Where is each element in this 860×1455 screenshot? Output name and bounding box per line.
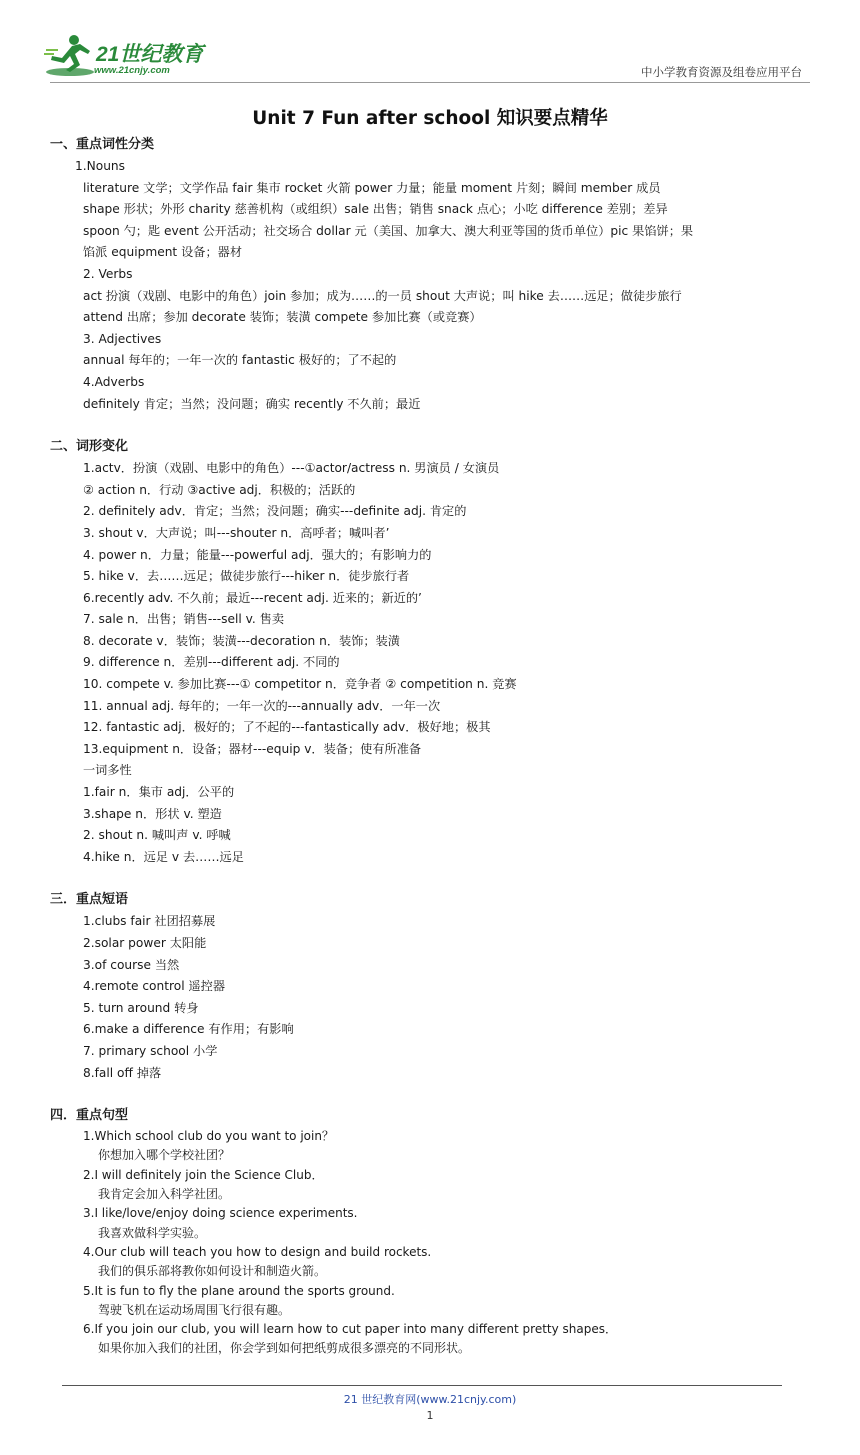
- logo-url: www.21cnjy.com: [94, 65, 170, 76]
- text-line: 4.remote control 遥控器: [83, 979, 226, 994]
- document-title: Unit 7 Fun after school 知识要点精华: [252, 108, 608, 129]
- text-line: shape 形状；外形 charity 慈善机构（或组织）sale 出售；销售 snack 点心；小吃 difference 差别；差异: [83, 202, 668, 217]
- text-line: 2. shout n. 喊叫声 v. 呼喊: [83, 828, 231, 843]
- logo-text: 21世纪教育: [96, 43, 204, 66]
- sentence-english: 3.I like/love/enjoy doing science experiments.: [83, 1206, 358, 1221]
- sentence-chinese: 驾驶飞机在运动场周围飞行很有趣。: [98, 1302, 291, 1317]
- sentence-chinese: 我喜欢做科学实验。: [98, 1225, 207, 1240]
- text-line: 6.make a difference 有作用；有影响: [83, 1022, 294, 1037]
- text-line: 10. compete v. 参加比赛---① competitor n．竞争者 ② competition n. 竞赛: [83, 677, 517, 692]
- spacer: [50, 415, 820, 436]
- platform-label: 中小学教育资源及组卷应用平台: [641, 65, 802, 79]
- text-line: 3.of course 当然: [83, 957, 180, 972]
- text-line: 4. power n．力量；能量---powerful adj．强大的；有影响力的: [83, 547, 432, 562]
- spacer: [50, 1084, 820, 1105]
- text-line: 2. Verbs: [83, 266, 133, 281]
- spacer: [50, 868, 820, 889]
- header-divider: [50, 82, 810, 83]
- text-line: 13.equipment n．设备；器材---equip v．装备；使有所准备: [83, 741, 422, 756]
- site-logo: [44, 32, 234, 80]
- text-line: 8.fall off 掉落: [83, 1065, 162, 1080]
- section-heading: 二、词形变化: [50, 439, 129, 455]
- text-line: spoon 勺；匙 event 公开活动；社交场合 dollar 元（美国、加拿大、澳大利亚等国的货币单位）pic 果馅饼；果: [83, 223, 694, 238]
- text-line: ② action n．行动 ③active adj．积极的；活跃的: [83, 482, 356, 497]
- text-line: annual 每年的；一年一次的 fantastic 极好的；了不起的: [83, 353, 397, 368]
- page-header: [0, 0, 860, 90]
- text-line: act 扮演（戏剧、电影中的角色）join 参加；成为……的一员 shout 大声说；叫 hike 去……远足；做徒步旅行: [83, 288, 682, 303]
- sentence-chinese: 我肯定会加入科学社团。: [98, 1187, 231, 1202]
- text-line: 3. shout v．大声说；叫---shouter n．高呼者；喊叫者’: [83, 525, 390, 540]
- text-line: 11. annual adj. 每年的；一年一次的---annually adv．一年一次: [83, 698, 441, 713]
- runner-icon: [44, 32, 94, 78]
- sentence-english: 1.Which school club do you want to join？: [83, 1129, 334, 1144]
- document-body: [50, 134, 820, 1359]
- text-line: 9. difference n．差别---different adj. 不同的: [83, 655, 340, 670]
- text-line: 3. Adjectives: [83, 331, 162, 346]
- section-heading: 一、重点词性分类: [50, 137, 155, 152]
- text-line: 7. sale n．出售；销售---sell v. 售卖: [83, 612, 285, 627]
- sentence-chinese: 如果你加入我们的社团，你会学到如何把纸剪成很多漂亮的不同形状。: [98, 1341, 471, 1356]
- text-line: 3.shape n．形状 v. 塑造: [83, 806, 222, 821]
- text-line: attend 出席；参加 decorate 装饰；装潢 compete 参加比赛（或竞赛）: [83, 310, 482, 325]
- text-line: 馅派 equipment 设备；器材: [83, 245, 243, 260]
- sentence-english: 4.Our club will teach you how to design and build rockets.: [83, 1244, 432, 1259]
- text-line: 6.recently adv. 不久前；最近---recent adj. 近来的；新近的’: [83, 590, 422, 605]
- text-line: 8. decorate v．装饰；装潢---decoration n．装饰；装潢: [83, 633, 400, 648]
- text-line: definitely 肯定；当然；没问题；确实 recently 不久前；最近: [83, 396, 421, 411]
- section-heading: 三．重点短语: [50, 892, 129, 908]
- text-line: 12. fantastic adj．极好的；了不起的---fantastically adv．极好地；极其: [83, 720, 491, 735]
- text-line: 1.fair n．集市 adj．公平的: [83, 785, 235, 800]
- text-line: 1.Nouns: [75, 159, 125, 173]
- text-line: 4.Adverbs: [83, 374, 145, 389]
- text-line: 5. hike v．去……远足；做徒步旅行---hiker n．徒步旅行者: [83, 569, 410, 584]
- text-line: 一词多性: [83, 763, 132, 778]
- text-line: 5. turn around 转身: [83, 1000, 199, 1015]
- text-line: 2.solar power 太阳能: [83, 936, 207, 950]
- text-line: 1.actv．扮演（戏剧、电影中的角色）---①actor/actress n. 男演员 / 女演员: [83, 461, 500, 476]
- sentence-english: 2.I will definitely join the Science Club．: [83, 1167, 324, 1182]
- footer-site-link[interactable]: 21 世纪教育网(www.21cnjy.com): [343, 1393, 517, 1406]
- sentence-english: 5.It is fun to fly the plane around the sports ground.: [83, 1283, 395, 1298]
- sentence-chinese: 你想加入哪个学校社团？: [98, 1148, 231, 1163]
- footer-divider: [62, 1385, 782, 1386]
- text-line: 7. primary school 小学: [83, 1043, 218, 1058]
- sentence-chinese: 我们的俱乐部将教你如何设计和制造火箭。: [98, 1264, 327, 1279]
- section-heading: 四．重点句型: [50, 1108, 129, 1124]
- text-line: 4.hike n．远足 v 去……远足: [83, 849, 244, 864]
- page-number: 1: [426, 1409, 434, 1422]
- text-line: literature 文学；文学作品 fair 集市 rocket 火箭 power 力量；能量 moment 片刻；瞬间 member 成员: [83, 180, 661, 195]
- sentence-english: 6.If you join our club, you will learn how to cut paper into many different pretty shapes．: [83, 1322, 617, 1337]
- text-line: 2. definitely adv．肯定；当然；没问题；确实---definite adj. 肯定的: [83, 504, 467, 519]
- text-line: 1.clubs fair 社团招募展: [83, 914, 216, 929]
